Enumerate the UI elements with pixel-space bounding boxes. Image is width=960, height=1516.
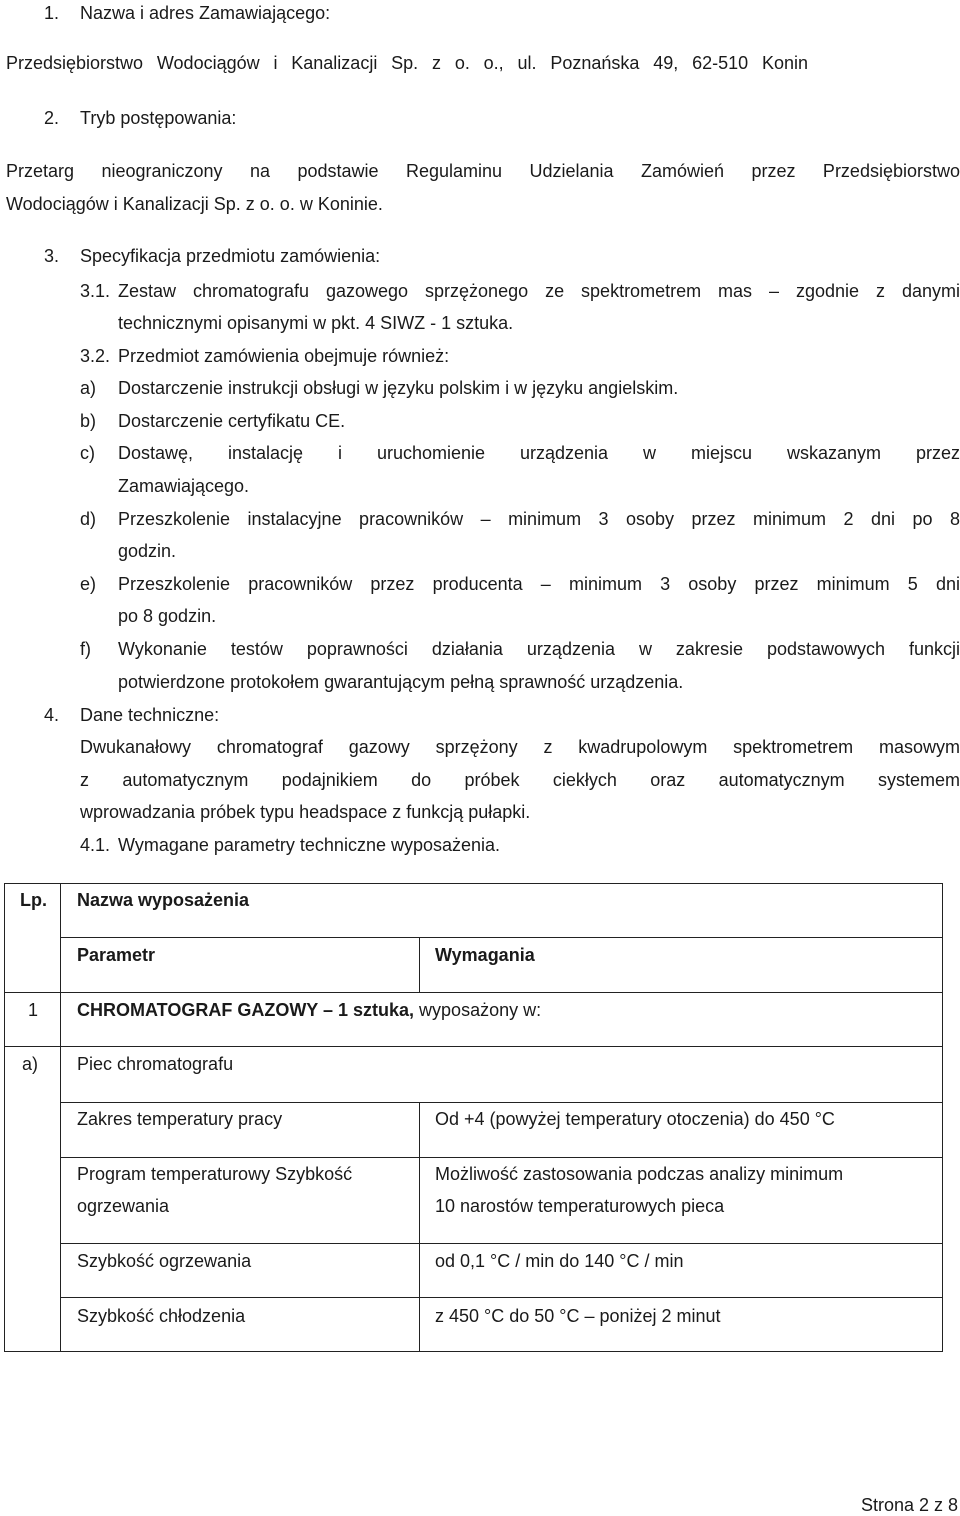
section4-heading: Dane techniczne: bbox=[80, 705, 220, 725]
table-rule bbox=[60, 883, 61, 1352]
list-item-letter: b) bbox=[80, 411, 97, 431]
list-item-text: Wykonanie testów poprawności działania urządzenia w zakresie podstawowych funkcji bbox=[118, 639, 960, 659]
table-rule bbox=[4, 992, 943, 993]
table-row-name: Piec chromatografu bbox=[77, 1054, 234, 1074]
list-item-letter: c) bbox=[80, 443, 95, 463]
section1-number: 1. bbox=[44, 3, 60, 23]
list-item-text: Dostarczenie instrukcji obsługi w języku polskim i w języku angielskim. bbox=[118, 378, 679, 398]
table-rule bbox=[419, 1102, 420, 1352]
requirement-cell: Możliwość zastosowania podczas analizy minimum bbox=[435, 1164, 844, 1184]
section4-1-number: 4.1. bbox=[80, 835, 111, 855]
list-item-text: Dostawę, instalację i uruchomienie urządzenia w miejscu wskazanym przez bbox=[118, 443, 960, 463]
list-item-text-cont: potwierdzone protokołem gwarantującym pełną sprawność urządzenia. bbox=[118, 672, 684, 692]
table-rule bbox=[60, 1297, 942, 1298]
list-item-text: Dostarczenie certyfikatu CE. bbox=[118, 411, 346, 431]
section3-2-text: Przedmiot zamówienia obejmuje również: bbox=[118, 346, 450, 366]
table-rule bbox=[60, 1243, 942, 1244]
section3-number: 3. bbox=[44, 246, 60, 266]
param-cell: Szybkość chłodzenia bbox=[77, 1306, 246, 1326]
page-number: Strona 2 z 8 bbox=[860, 1495, 958, 1515]
section4-number: 4. bbox=[44, 705, 60, 725]
param-cell-cont: ogrzewania bbox=[77, 1196, 170, 1216]
requirement-cell: od 0,1 °C / min do 140 °C / min bbox=[435, 1251, 684, 1271]
param-cell: Szybkość ogrzewania bbox=[77, 1251, 252, 1271]
table-rule bbox=[60, 1102, 942, 1103]
table-rule bbox=[4, 1046, 943, 1047]
table-rule bbox=[419, 937, 420, 992]
section3-heading: Specyfikacja przedmiotu zamówienia: bbox=[80, 246, 381, 266]
section4-line2: z automatycznym podajnikiem do próbek ciekłych oraz automatycznym systemem bbox=[80, 770, 960, 790]
list-item-text-cont: godzin. bbox=[118, 541, 177, 561]
section1-heading: Nazwa i adres Zamawiającego: bbox=[80, 3, 331, 23]
section2-heading: Tryb postępowania: bbox=[80, 108, 237, 128]
section2-line2: Wodociągów i Kanalizacji Sp. z o. o. w Koninie. bbox=[6, 194, 383, 214]
table-header-name: Nazwa wyposażenia bbox=[77, 890, 250, 910]
table-header-req: Wymagania bbox=[435, 945, 535, 965]
list-item-text-cont: Zamawiającego. bbox=[118, 476, 250, 496]
list-item-letter: f) bbox=[80, 639, 91, 659]
table-header-lp: Lp. bbox=[20, 890, 47, 910]
table-row-name-bold: CHROMATOGRAF GAZOWY – 1 sztuka, bbox=[77, 1000, 415, 1020]
section1-body: Przedsiębiorstwo Wodociągów i Kanalizacji Sp. z o. o., ul. Poznańska 49, 62-510 Konin bbox=[6, 53, 808, 73]
list-item-letter: a) bbox=[80, 378, 97, 398]
table-row-lp: 1 bbox=[28, 1000, 39, 1020]
table-rule bbox=[60, 1157, 942, 1158]
section3-1-line1: Zestaw chromatografu gazowego sprzężonego ze spektrometrem mas – zgodnie z danymi bbox=[118, 281, 960, 301]
section3-2-number: 3.2. bbox=[80, 346, 111, 366]
table-row-name bbox=[77, 999, 541, 1021]
section4-line1: Dwukanałowy chromatograf gazowy sprzężony z kwadrupolowym spektrometrem masowym bbox=[80, 737, 960, 757]
section2-line1: Przetarg nieograniczony na podstawie Regulaminu Udzielania Zamówień przez Przedsiębiorstwo bbox=[6, 161, 960, 181]
list-item-text: Przeszkolenie instalacyjne pracowników – minimum 3 osoby przez minimum 2 dni po 8 bbox=[118, 509, 960, 529]
list-item-letter: d) bbox=[80, 509, 97, 529]
table-rule bbox=[60, 937, 942, 938]
table-row-lp: a) bbox=[22, 1054, 39, 1074]
list-item-text-cont: po 8 godzin. bbox=[118, 606, 217, 626]
requirement-cell-cont: 10 narostów temperaturowych pieca bbox=[435, 1196, 725, 1216]
section4-1-text: Wymagane parametry techniczne wyposażenia. bbox=[118, 835, 501, 855]
section2-number: 2. bbox=[44, 108, 60, 128]
list-item-text: Przeszkolenie pracowników przez producenta – minimum 3 osoby przez minimum 5 dni bbox=[118, 574, 960, 594]
section3-1-number: 3.1. bbox=[80, 281, 111, 301]
requirement-cell: Od +4 (powyżej temperatury otoczenia) do 450 °C bbox=[435, 1109, 835, 1129]
param-cell: Program temperaturowy Szybkość bbox=[77, 1164, 353, 1184]
table-header-param: Parametr bbox=[77, 945, 156, 965]
param-cell: Zakres temperatury pracy bbox=[77, 1109, 283, 1129]
section4-line3: wprowadzania próbek typu headspace z funkcją pułapki. bbox=[80, 802, 531, 822]
requirement-cell: z 450 °C do 50 °C – poniżej 2 minut bbox=[435, 1306, 721, 1326]
table-row-name-rest: wyposażony w: bbox=[414, 1000, 542, 1020]
list-item-letter: e) bbox=[80, 574, 97, 594]
section3-1-line2: technicznymi opisanymi w pkt. 4 SIWZ - 1 sztuka. bbox=[118, 313, 514, 333]
